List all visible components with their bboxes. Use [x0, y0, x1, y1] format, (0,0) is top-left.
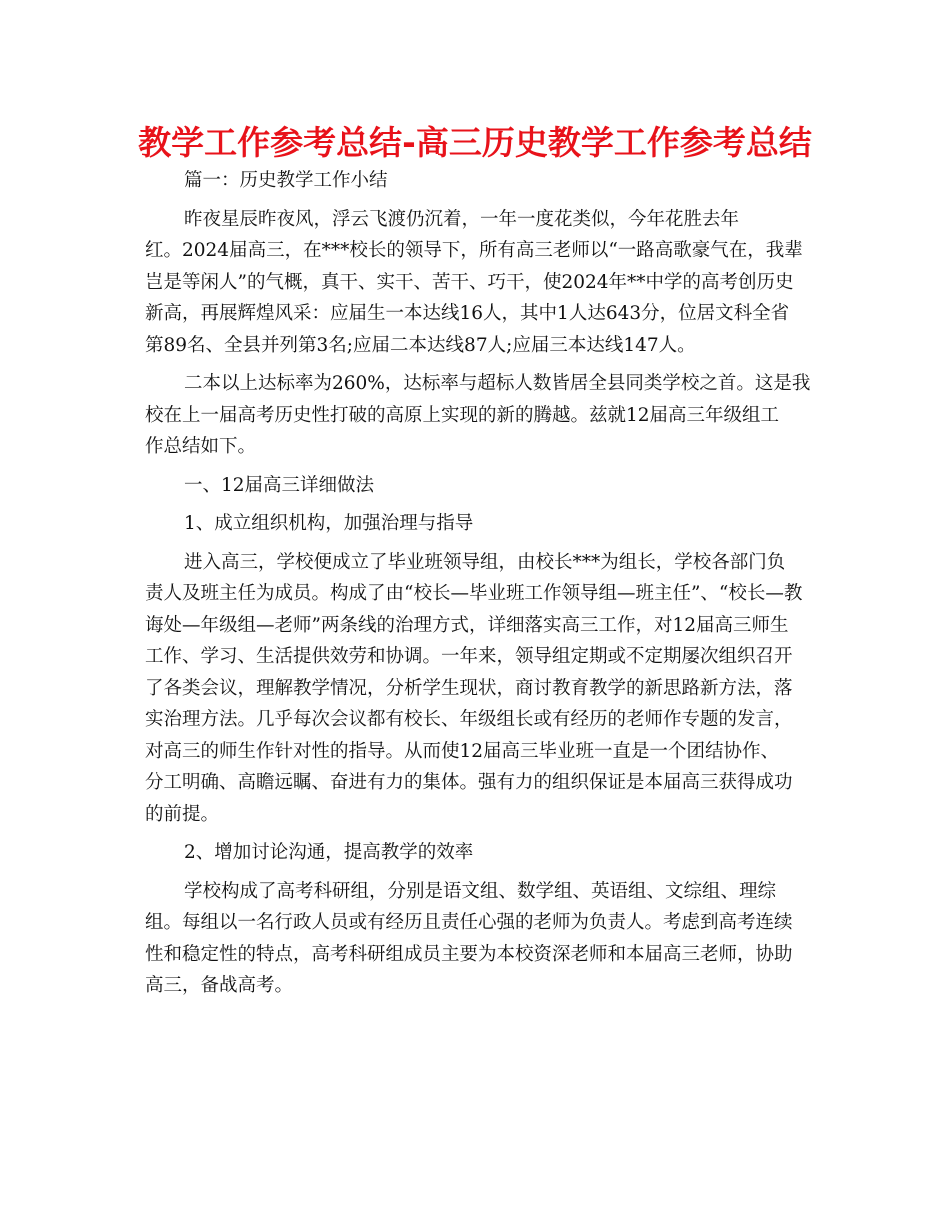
text-line: 工作、学习、生活提供效劳和协调。一年来，领导组定期或不定期屡次组织召开	[145, 646, 793, 667]
text-line: 组。每组以一名行政人员或有经历且责任心强的老师为负责人。考虑到高考连续	[145, 912, 793, 933]
text-line: 红。2024届高三，在***校长的领导下，所有高三老师以“一路高歌豪气在，我辈	[145, 240, 803, 261]
text-line: 一、12届高三详细做法	[184, 474, 375, 496]
text-line: 责人及班主任为成员。构成了由“校长—毕业班工作领导组—班主任”、“校长—教	[145, 583, 803, 604]
text-line: 了各类会议，理解教学情况，分析学生现状，商讨教育教学的新思路新方法，落	[145, 677, 793, 699]
text-line: 性和稳定性的特点，高考科研组成员主要为本校资深老师和本届高三老师，协助	[145, 943, 793, 965]
document-body	[145, 165, 810, 1002]
text-line: 第89名、全县并列第3名;应届二本达线87人;应届三本达线147人。	[145, 334, 696, 356]
text-line: 作总结如下。	[145, 436, 257, 457]
text-line: 新高，再展辉煌风采：应届生一本达线16人，其中1人达643分，位居文科全省	[145, 303, 790, 324]
text-line: 岂是等闲人”的气概，真干、实干、苦干、巧干，使2024年**中学的高考创历史	[145, 271, 794, 293]
text-line: 高三，备战高考。	[145, 975, 294, 996]
text-line: 对高三的师生作针对性的指导。从而使12届高三毕业班一直是一个团结协作、	[145, 740, 780, 762]
text-line: 昨夜星辰昨夜风，浮云飞渡仍沉着，一年一度花类似，今年花胜去年	[184, 208, 740, 230]
text-line: 二本以上达标率为260%，达标率与超标人数皆居全县同类学校之首。这是我	[184, 373, 811, 394]
text-line: 2、增加讨论沟通，提高教学的效率	[184, 842, 474, 863]
text-line: 篇一：历史教学工作小结	[184, 170, 388, 191]
text-line: 学校构成了高考科研组，分别是语文组、数学组、英语组、文综组、理综	[184, 880, 777, 902]
text-line: 诲处—年级组—老师”两条线的治理方式，详细落实高三工作，对12届高三师生	[145, 614, 789, 636]
text-line: 校在上一届高考历史性打破的高原上实现的新的腾越。兹就12届高三年级组工	[145, 404, 780, 426]
text-line: 实治理方法。几乎每次会议都有校长、年级组长或有经历的老师作专题的发言，	[145, 709, 793, 730]
text-line: 的前提。	[145, 803, 220, 825]
text-line: 1、成立组织机构，加强治理与指导	[184, 513, 474, 534]
text-line: 进入高三，学校便成立了毕业班领导组，由校长***为组长，学校各部门负	[184, 551, 786, 573]
document-title: 教学工作参考总结-高三历史教学工作参考总结	[138, 123, 812, 162]
text-line: 分工明确、高瞻远瞩、奋进有力的集体。强有力的组织保证是本届高三获得成功	[145, 772, 793, 793]
